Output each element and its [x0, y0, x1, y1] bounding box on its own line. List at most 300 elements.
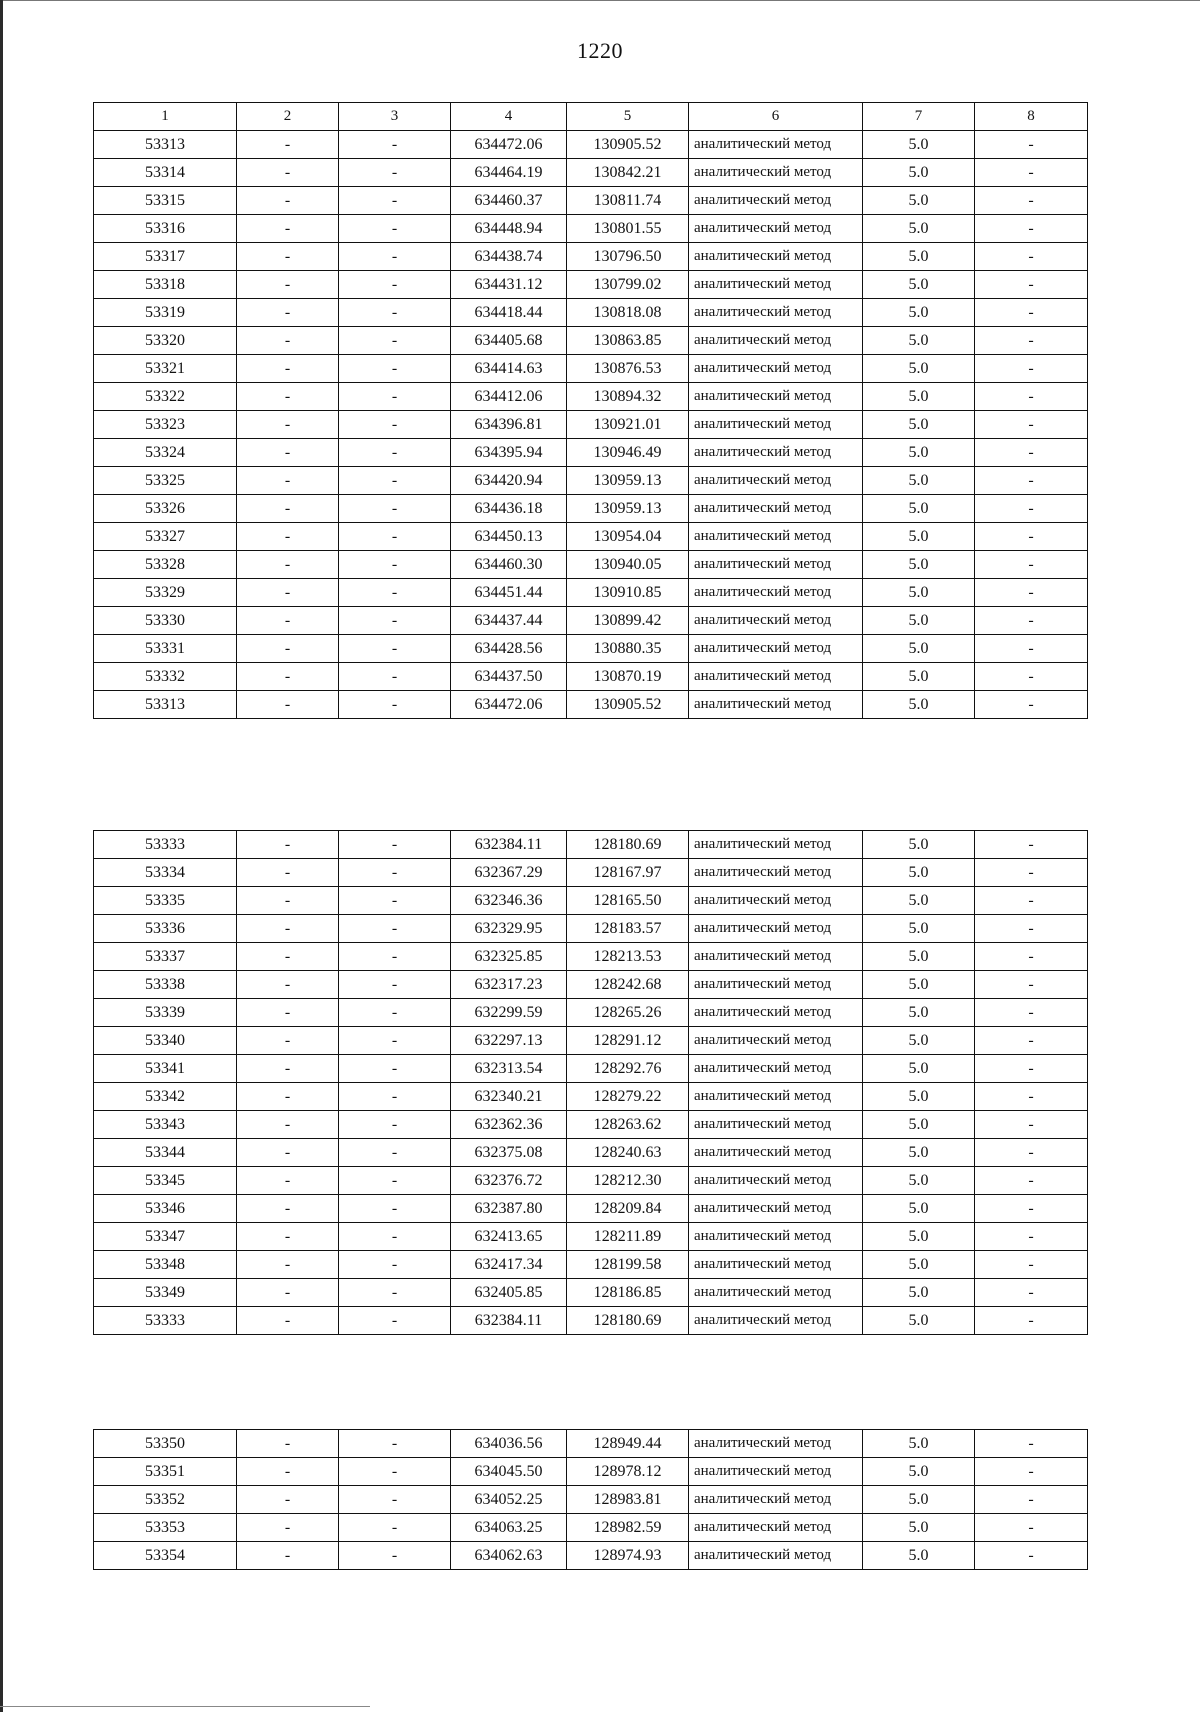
accuracy-cell: 5.0 [863, 915, 975, 943]
col8-cell: - [975, 411, 1088, 439]
method-cell: аналитический метод [689, 859, 863, 887]
table-row [94, 355, 1088, 383]
col8-cell: - [975, 467, 1088, 495]
accuracy-cell: 5.0 [863, 1027, 975, 1055]
method-cell: аналитический метод [689, 999, 863, 1027]
table-row [94, 1307, 1088, 1335]
col8-cell: - [975, 1195, 1088, 1223]
method-cell: аналитический метод [689, 1167, 863, 1195]
col3-cell: - [339, 327, 451, 355]
point-number-cell: 53333 [94, 831, 237, 859]
col2-cell: - [237, 1111, 339, 1139]
x-coordinate-cell: 632362.36 [451, 1111, 567, 1139]
point-number-cell: 53321 [94, 355, 237, 383]
col2-cell: - [237, 1083, 339, 1111]
table-row [94, 495, 1088, 523]
col3-cell: - [339, 1223, 451, 1251]
col8-cell: - [975, 1514, 1088, 1542]
col2-cell: - [237, 243, 339, 271]
table-row [94, 439, 1088, 467]
col3-cell: - [339, 271, 451, 299]
col2-cell: - [237, 1458, 339, 1486]
method-cell: аналитический метод [689, 691, 863, 719]
y-coordinate-cell: 128983.81 [567, 1486, 689, 1514]
x-coordinate-cell: 632413.65 [451, 1223, 567, 1251]
y-coordinate-cell: 128212.30 [567, 1167, 689, 1195]
accuracy-cell: 5.0 [863, 187, 975, 215]
col8-cell: - [975, 243, 1088, 271]
method-cell: аналитический метод [689, 1542, 863, 1570]
x-coordinate-cell: 634448.94 [451, 215, 567, 243]
table-row [94, 131, 1088, 159]
method-cell: аналитический метод [689, 1486, 863, 1514]
method-cell: аналитический метод [689, 1027, 863, 1055]
header-cell: 3 [339, 103, 451, 131]
col2-cell: - [237, 943, 339, 971]
accuracy-cell: 5.0 [863, 971, 975, 999]
col2-cell: - [237, 439, 339, 467]
header-cell: 7 [863, 103, 975, 131]
col2-cell: - [237, 355, 339, 383]
col8-cell: - [975, 383, 1088, 411]
col8-cell: - [975, 1027, 1088, 1055]
method-cell: аналитический метод [689, 1279, 863, 1307]
col2-cell: - [237, 691, 339, 719]
col3-cell: - [339, 1083, 451, 1111]
accuracy-cell: 5.0 [863, 999, 975, 1027]
col8-cell: - [975, 1542, 1088, 1570]
x-coordinate-cell: 634464.19 [451, 159, 567, 187]
x-coordinate-cell: 634036.56 [451, 1430, 567, 1458]
table-row [94, 999, 1088, 1027]
col2-cell: - [237, 635, 339, 663]
method-cell: аналитический метод [689, 663, 863, 691]
accuracy-cell: 5.0 [863, 859, 975, 887]
y-coordinate-cell: 130905.52 [567, 131, 689, 159]
accuracy-cell: 5.0 [863, 131, 975, 159]
method-cell: аналитический метод [689, 327, 863, 355]
col3-cell: - [339, 607, 451, 635]
coordinates-table-2 [93, 830, 1088, 1335]
accuracy-cell: 5.0 [863, 243, 975, 271]
col8-cell: - [975, 1111, 1088, 1139]
col2-cell: - [237, 411, 339, 439]
method-cell: аналитический метод [689, 1195, 863, 1223]
x-coordinate-cell: 634431.12 [451, 271, 567, 299]
method-cell: аналитический метод [689, 215, 863, 243]
y-coordinate-cell: 130818.08 [567, 299, 689, 327]
x-coordinate-cell: 632329.95 [451, 915, 567, 943]
x-coordinate-cell: 634396.81 [451, 411, 567, 439]
point-number-cell: 53350 [94, 1430, 237, 1458]
y-coordinate-cell: 130959.13 [567, 467, 689, 495]
y-coordinate-cell: 128180.69 [567, 831, 689, 859]
table-row [94, 215, 1088, 243]
method-cell: аналитический метод [689, 579, 863, 607]
col2-cell: - [237, 159, 339, 187]
point-number-cell: 53341 [94, 1055, 237, 1083]
method-cell: аналитический метод [689, 383, 863, 411]
method-cell: аналитический метод [689, 1430, 863, 1458]
y-coordinate-cell: 130954.04 [567, 523, 689, 551]
point-number-cell: 53329 [94, 579, 237, 607]
accuracy-cell: 5.0 [863, 299, 975, 327]
x-coordinate-cell: 634414.63 [451, 355, 567, 383]
col2-cell: - [237, 495, 339, 523]
point-number-cell: 53342 [94, 1083, 237, 1111]
method-cell: аналитический метод [689, 495, 863, 523]
accuracy-cell: 5.0 [863, 551, 975, 579]
col8-cell: - [975, 915, 1088, 943]
table-row [94, 1514, 1088, 1542]
col3-cell: - [339, 1195, 451, 1223]
col2-cell: - [237, 915, 339, 943]
col3-cell: - [339, 299, 451, 327]
accuracy-cell: 5.0 [863, 1055, 975, 1083]
table-row [94, 691, 1088, 719]
table-row [94, 1139, 1088, 1167]
x-coordinate-cell: 634472.06 [451, 131, 567, 159]
point-number-cell: 53330 [94, 607, 237, 635]
col2-cell: - [237, 859, 339, 887]
accuracy-cell: 5.0 [863, 831, 975, 859]
table-row [94, 1027, 1088, 1055]
col8-cell: - [975, 159, 1088, 187]
point-number-cell: 53324 [94, 439, 237, 467]
x-coordinate-cell: 632325.85 [451, 943, 567, 971]
header-cell: 2 [237, 103, 339, 131]
table-row [94, 1251, 1088, 1279]
accuracy-cell: 5.0 [863, 607, 975, 635]
col2-cell: - [237, 383, 339, 411]
point-number-cell: 53353 [94, 1514, 237, 1542]
col3-cell: - [339, 635, 451, 663]
accuracy-cell: 5.0 [863, 159, 975, 187]
point-number-cell: 53318 [94, 271, 237, 299]
y-coordinate-cell: 130910.85 [567, 579, 689, 607]
table-row [94, 831, 1088, 859]
x-coordinate-cell: 632417.34 [451, 1251, 567, 1279]
table-row [94, 551, 1088, 579]
point-number-cell: 53339 [94, 999, 237, 1027]
accuracy-cell: 5.0 [863, 1514, 975, 1542]
point-number-cell: 53326 [94, 495, 237, 523]
accuracy-cell: 5.0 [863, 1139, 975, 1167]
y-coordinate-cell: 128974.93 [567, 1542, 689, 1570]
col8-cell: - [975, 607, 1088, 635]
table-row [94, 1458, 1088, 1486]
table-row [94, 327, 1088, 355]
y-coordinate-cell: 128180.69 [567, 1307, 689, 1335]
col3-cell: - [339, 971, 451, 999]
accuracy-cell: 5.0 [863, 1430, 975, 1458]
col2-cell: - [237, 1139, 339, 1167]
x-coordinate-cell: 634420.94 [451, 467, 567, 495]
coordinates-table-1 [93, 102, 1088, 719]
col3-cell: - [339, 831, 451, 859]
header-cell: 6 [689, 103, 863, 131]
col2-cell: - [237, 579, 339, 607]
method-cell: аналитический метод [689, 523, 863, 551]
method-cell: аналитический метод [689, 299, 863, 327]
accuracy-cell: 5.0 [863, 887, 975, 915]
x-coordinate-cell: 634437.44 [451, 607, 567, 635]
table-row [94, 159, 1088, 187]
accuracy-cell: 5.0 [863, 1279, 975, 1307]
x-coordinate-cell: 634437.50 [451, 663, 567, 691]
x-coordinate-cell: 632367.29 [451, 859, 567, 887]
col8-cell: - [975, 551, 1088, 579]
y-coordinate-cell: 128183.57 [567, 915, 689, 943]
point-number-cell: 53340 [94, 1027, 237, 1055]
table-body-3 [94, 1430, 1088, 1570]
col3-cell: - [339, 1055, 451, 1083]
y-coordinate-cell: 130811.74 [567, 187, 689, 215]
method-cell: аналитический метод [689, 187, 863, 215]
method-cell: аналитический метод [689, 1458, 863, 1486]
col3-cell: - [339, 859, 451, 887]
col3-cell: - [339, 1251, 451, 1279]
accuracy-cell: 5.0 [863, 495, 975, 523]
col8-cell: - [975, 663, 1088, 691]
accuracy-cell: 5.0 [863, 355, 975, 383]
col8-cell: - [975, 439, 1088, 467]
col3-cell: - [339, 1486, 451, 1514]
point-number-cell: 53348 [94, 1251, 237, 1279]
col2-cell: - [237, 1542, 339, 1570]
table-row [94, 579, 1088, 607]
method-cell: аналитический метод [689, 271, 863, 299]
accuracy-cell: 5.0 [863, 1195, 975, 1223]
accuracy-cell: 5.0 [863, 1486, 975, 1514]
table-row [94, 1430, 1088, 1458]
accuracy-cell: 5.0 [863, 271, 975, 299]
method-cell: аналитический метод [689, 551, 863, 579]
y-coordinate-cell: 130899.42 [567, 607, 689, 635]
method-cell: аналитический метод [689, 1111, 863, 1139]
table-row [94, 467, 1088, 495]
col3-cell: - [339, 1279, 451, 1307]
col8-cell: - [975, 187, 1088, 215]
method-cell: аналитический метод [689, 355, 863, 383]
page-number: 1220 [577, 38, 623, 63]
coordinates-table-3 [93, 1429, 1088, 1570]
point-number-cell: 53322 [94, 383, 237, 411]
col2-cell: - [237, 971, 339, 999]
table-row [94, 1167, 1088, 1195]
y-coordinate-cell: 128213.53 [567, 943, 689, 971]
y-coordinate-cell: 130796.50 [567, 243, 689, 271]
col3-cell: - [339, 691, 451, 719]
x-coordinate-cell: 634418.44 [451, 299, 567, 327]
col2-cell: - [237, 1279, 339, 1307]
point-number-cell: 53346 [94, 1195, 237, 1223]
method-cell: аналитический метод [689, 1083, 863, 1111]
y-coordinate-cell: 128978.12 [567, 1458, 689, 1486]
method-cell: аналитический метод [689, 131, 863, 159]
x-coordinate-cell: 634460.37 [451, 187, 567, 215]
point-number-cell: 53335 [94, 887, 237, 915]
x-coordinate-cell: 634460.30 [451, 551, 567, 579]
col8-cell: - [975, 859, 1088, 887]
point-number-cell: 53319 [94, 299, 237, 327]
accuracy-cell: 5.0 [863, 215, 975, 243]
col3-cell: - [339, 943, 451, 971]
table-body-2 [94, 831, 1088, 1335]
y-coordinate-cell: 128242.68 [567, 971, 689, 999]
x-coordinate-cell: 632317.23 [451, 971, 567, 999]
x-coordinate-cell: 632384.11 [451, 831, 567, 859]
y-coordinate-cell: 128292.76 [567, 1055, 689, 1083]
col8-cell: - [975, 635, 1088, 663]
table-row [94, 1486, 1088, 1514]
col3-cell: - [339, 215, 451, 243]
method-cell: аналитический метод [689, 411, 863, 439]
x-coordinate-cell: 632346.36 [451, 887, 567, 915]
table-row [94, 271, 1088, 299]
y-coordinate-cell: 128291.12 [567, 1027, 689, 1055]
col3-cell: - [339, 1027, 451, 1055]
col2-cell: - [237, 551, 339, 579]
y-coordinate-cell: 130905.52 [567, 691, 689, 719]
method-cell: аналитический метод [689, 915, 863, 943]
x-coordinate-cell: 634395.94 [451, 439, 567, 467]
x-coordinate-cell: 634412.06 [451, 383, 567, 411]
col2-cell: - [237, 1223, 339, 1251]
point-number-cell: 53331 [94, 635, 237, 663]
accuracy-cell: 5.0 [863, 1111, 975, 1139]
y-coordinate-cell: 128209.84 [567, 1195, 689, 1223]
method-cell: аналитический метод [689, 943, 863, 971]
x-coordinate-cell: 632405.85 [451, 1279, 567, 1307]
col2-cell: - [237, 271, 339, 299]
x-coordinate-cell: 634450.13 [451, 523, 567, 551]
accuracy-cell: 5.0 [863, 1223, 975, 1251]
method-cell: аналитический метод [689, 1223, 863, 1251]
method-cell: аналитический метод [689, 1514, 863, 1542]
col2-cell: - [237, 187, 339, 215]
col3-cell: - [339, 243, 451, 271]
point-number-cell: 53354 [94, 1542, 237, 1570]
point-number-cell: 53316 [94, 215, 237, 243]
table-row [94, 887, 1088, 915]
col2-cell: - [237, 1251, 339, 1279]
x-coordinate-cell: 634472.06 [451, 691, 567, 719]
col3-cell: - [339, 999, 451, 1027]
table-row [94, 915, 1088, 943]
header-cell: 4 [451, 103, 567, 131]
x-coordinate-cell: 632299.59 [451, 999, 567, 1027]
table-row [94, 663, 1088, 691]
col3-cell: - [339, 523, 451, 551]
col8-cell: - [975, 1139, 1088, 1167]
header-cell: 1 [94, 103, 237, 131]
method-cell: аналитический метод [689, 971, 863, 999]
col2-cell: - [237, 1195, 339, 1223]
col3-cell: - [339, 663, 451, 691]
method-cell: аналитический метод [689, 831, 863, 859]
col8-cell: - [975, 1279, 1088, 1307]
accuracy-cell: 5.0 [863, 1542, 975, 1570]
scan-bottom-line [0, 1706, 370, 1707]
point-number-cell: 53345 [94, 1167, 237, 1195]
table-row [94, 1195, 1088, 1223]
col2-cell: - [237, 831, 339, 859]
point-number-cell: 53347 [94, 1223, 237, 1251]
col8-cell: - [975, 691, 1088, 719]
y-coordinate-cell: 130876.53 [567, 355, 689, 383]
y-coordinate-cell: 128949.44 [567, 1430, 689, 1458]
point-number-cell: 53320 [94, 327, 237, 355]
method-cell: аналитический метод [689, 635, 863, 663]
point-number-cell: 53325 [94, 467, 237, 495]
y-coordinate-cell: 130959.13 [567, 495, 689, 523]
accuracy-cell: 5.0 [863, 439, 975, 467]
col2-cell: - [237, 131, 339, 159]
col8-cell: - [975, 1055, 1088, 1083]
col2-cell: - [237, 1167, 339, 1195]
accuracy-cell: 5.0 [863, 1458, 975, 1486]
accuracy-cell: 5.0 [863, 1251, 975, 1279]
col8-cell: - [975, 355, 1088, 383]
method-cell: аналитический метод [689, 243, 863, 271]
accuracy-cell: 5.0 [863, 523, 975, 551]
x-coordinate-cell: 634428.56 [451, 635, 567, 663]
x-coordinate-cell: 634045.50 [451, 1458, 567, 1486]
col2-cell: - [237, 523, 339, 551]
col8-cell: - [975, 579, 1088, 607]
scan-left-edge [0, 0, 3, 1712]
point-number-cell: 53315 [94, 187, 237, 215]
table-row [94, 1279, 1088, 1307]
accuracy-cell: 5.0 [863, 663, 975, 691]
point-number-cell: 53317 [94, 243, 237, 271]
point-number-cell: 53333 [94, 1307, 237, 1335]
method-cell: аналитический метод [689, 159, 863, 187]
point-number-cell: 53343 [94, 1111, 237, 1139]
col3-cell: - [339, 1430, 451, 1458]
x-coordinate-cell: 632313.54 [451, 1055, 567, 1083]
col2-cell: - [237, 299, 339, 327]
scan-top-edge [0, 0, 1200, 1]
col2-cell: - [237, 1430, 339, 1458]
col2-cell: - [237, 327, 339, 355]
table-row [94, 607, 1088, 635]
accuracy-cell: 5.0 [863, 579, 975, 607]
y-coordinate-cell: 128199.58 [567, 1251, 689, 1279]
col3-cell: - [339, 1458, 451, 1486]
col8-cell: - [975, 999, 1088, 1027]
table-row [94, 1542, 1088, 1570]
y-coordinate-cell: 130940.05 [567, 551, 689, 579]
col8-cell: - [975, 831, 1088, 859]
method-cell: аналитический метод [689, 1251, 863, 1279]
point-number-cell: 53338 [94, 971, 237, 999]
col2-cell: - [237, 887, 339, 915]
point-number-cell: 53336 [94, 915, 237, 943]
y-coordinate-cell: 128211.89 [567, 1223, 689, 1251]
col8-cell: - [975, 1430, 1088, 1458]
y-coordinate-cell: 128165.50 [567, 887, 689, 915]
col8-cell: - [975, 1083, 1088, 1111]
table-row [94, 187, 1088, 215]
col2-cell: - [237, 1055, 339, 1083]
point-number-cell: 53313 [94, 691, 237, 719]
point-number-cell: 53349 [94, 1279, 237, 1307]
accuracy-cell: 5.0 [863, 411, 975, 439]
col2-cell: - [237, 999, 339, 1027]
method-cell: аналитический метод [689, 467, 863, 495]
